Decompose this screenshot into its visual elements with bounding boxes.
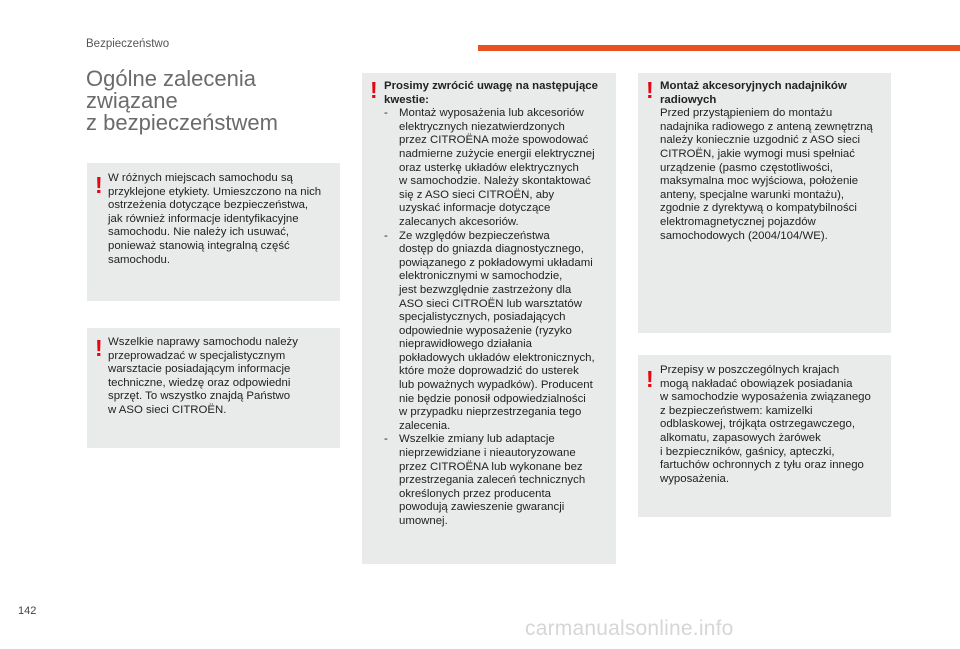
page-title-line: związane [86, 88, 178, 113]
warning-exclamation-icon: ! [646, 366, 654, 392]
warning-exclamation-icon: ! [95, 172, 103, 198]
page-number: 142 [18, 605, 37, 617]
radio-warning-text: Montaż akcesoryjnych nadajników radiowych Przed przystąpieniem do montażu nadajnika radiowego z anteną zewnętrzną należy koniecznie uzgodnić z ASO sieci CITROËN, jakie wymogi musi spełniać urządzenie (pasmo częstotliwości, maksymalna moc wyjściowa, położenie anteny, specjalne warunki montażu), zgodnie z dyrektywą o kompatybilności elektromagnetycznej pojazdów samochodowych (2004/104/WE). [660, 80, 892, 243]
section-title: Bezpieczeństwo [86, 38, 170, 50]
header-accent-bar [478, 45, 960, 51]
regulations-warning-text: Przepisy w poszczególnych krajach mogą nakładać obowiązek posiadania w samochodzie wyposażenia związanego z bezpieczeństwem: kamizelki odblaskowej, trójkąta ostrzegawczego, alkomatu, zapasowych żarówek i bezpieczników, gaśnicy, apteczki, fartuchów ochronnych z tyłu oraz innego wyposażenia. [660, 364, 871, 485]
page-title-line: Ogólne zalecenia [86, 66, 257, 91]
accessories-heading: Prosimy zwrócić uwagę na następujące kwestie: [384, 80, 598, 106]
warning-exclamation-icon: ! [646, 77, 654, 103]
page-title-line: z bezpieczeństwem [86, 110, 278, 135]
page-title [86, 68, 346, 134]
accessories-warning-text [384, 80, 616, 529]
radio-heading: Montaż akcesoryjnych nadajników radiowych [660, 80, 847, 106]
warning-exclamation-icon: ! [370, 77, 378, 103]
list-item: - Wszelkie zmiany lub adaptacje nieprzewidziane i nieautoryzowane przez CITROËNA lub wykonane bez przestrzegania zaleceń technicznych określonych przez producenta powodują zawieszenie gwarancji umownej. [384, 433, 586, 527]
list-item: - Ze względów bezpieczeństwa dostęp do gniazda diagnostycznego, powiązanego z pokładowymi układami elektronicznymi w samochodzie, jest bezwzględnie zastrzeżony dla ASO sieci CITROËN lub warsztatów specjalistycznych, posiadających odpowiednie wyposażenie (ryzyko nieprawidłowego działania pokładowych układów elektronicznych, które może doprowadzić do usterek lub poważnych wypadków). Producent nie będzie ponosił odpowiedzialności w przypadku nieprzestrzegania tego zalecenia. [384, 229, 595, 432]
warning-exclamation-icon: ! [95, 335, 103, 361]
list-item: - Montaż wyposażenia lub akcesoriów elektrycznych niezatwierdzonych przez CITROËNA może spowodować nadmierne zużycie energii elektrycznej oraz usterkę układów elektrycznych w samochodzie. Należy skontaktować się z ASO sieci CITROËN, aby uzyskać informacje dotyczące zalecanych akcesoriów. [384, 107, 595, 228]
labels-warning-text: W różnych miejscach samochodu są przyklejone etykiety. Umieszczono na nich ostrzeżenia dotyczące bezpieczeństwa, jak również informacje identyfikacyjne samochodu. Nie należy ich usuwać, ponieważ stanowią integralną część samochodu. [108, 172, 322, 266]
repairs-warning-text: Wszelkie naprawy samochodu należy przeprowadzać w specjalistycznym warsztacie posiadającym informacje techniczne, wiedzę oraz odpowiedni sprzęt. To wszystko znajdą Państwo w ASO sieci CITROËN. [108, 336, 298, 416]
watermark: carmanualsonline.info [525, 617, 734, 640]
